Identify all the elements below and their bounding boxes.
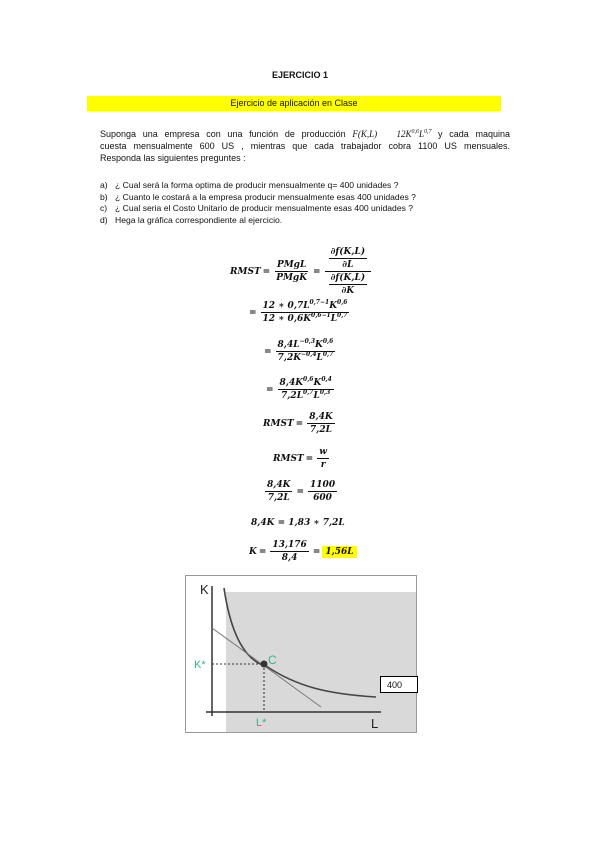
problem-statement [100, 128, 510, 164]
list-item: d) Hega la gráfica correspondiente al ejercicio. [100, 214, 283, 225]
isoquant-value-box: 400 [380, 676, 418, 693]
l-star-label: L* [256, 717, 267, 729]
equation-result: K = $\frac{13,176}{8,4}$ = 1,56L [249, 540, 357, 563]
equation-step-7: $\frac{8,4K}{7,2L}$ = $\frac{1100}{600}$ [267, 480, 336, 503]
k-star-label: K* [194, 659, 206, 671]
equation-step-2: = $\frac{12 ∗ 0,7L^{0,7-1}K^{0,6}}{12 ∗ 0,6K^{0,6-1}L^{0,7}}$ [249, 299, 348, 324]
question-list [100, 180, 520, 226]
list-item: b) ¿ Cuanto le costará a la empresa producir mensualmente esas 400 unidades ? [100, 191, 416, 202]
equation-step-4: = $\frac{8,4K^{0,6}K^{0,4}}{7,2L^{0,7}L^{0,3}}$ [266, 376, 332, 401]
list-item: c) ¿ Cual seria el Costo Unitario de producir mensualmente esas 400 unidades ? [100, 203, 414, 214]
statement-line-2: cuesta mensualmente 600 US , mientras que cada trabajador cobra 1100 US mensuales. [100, 141, 510, 151]
statement-line-1: Suponga una empresa con una función de producción F(K,L) $12K^{0,6}L^{0,7}$ y cada maquina [100, 129, 510, 139]
equation-step-6: RMST = $\frac{w}{r}$ [273, 447, 327, 470]
page-title: EJERCICIO 1 [271, 70, 329, 80]
section-banner: Ejercicio de aplicación en Clase [87, 96, 501, 111]
point-label: C [268, 653, 277, 667]
y-axis-label: K [200, 582, 209, 597]
isoquant-graph [185, 575, 417, 733]
graph-panel [226, 592, 416, 732]
production-function: F(K,L) $12K^{0,6}L^{0,7}$ [352, 129, 432, 139]
result-highlight: 1,56L [322, 546, 356, 558]
equation-step-3: = $\frac{8,4L^{-0,3}K^{0,6}}{7,2K^{-0,4}L^{0,7}}$ [264, 338, 334, 363]
optimum-point [261, 661, 268, 668]
statement-line-3: Responda las siguientes preguntes : [100, 153, 246, 163]
x-axis-label: L [371, 716, 379, 731]
equation-step-8: 8,4K = 1,83 ∗ 7,2L [251, 518, 345, 528]
equation-step-5: RMST = $\frac{8,4K}{7,2L}$ [263, 412, 333, 435]
equation-rmst-definition: RMST = $\frac{\text{PMgL}}{\text{PMgK}}$ = $\frac{\frac{\partial f(K,L)}{\partial L}}{\frac{\partial f(K,L)}{\partial K}}$ [230, 247, 373, 296]
isoquant-svg [186, 576, 416, 732]
list-item: a) ¿ Cual será la forma optima de producir mensualmente q= 400 unidades ? [100, 180, 399, 190]
